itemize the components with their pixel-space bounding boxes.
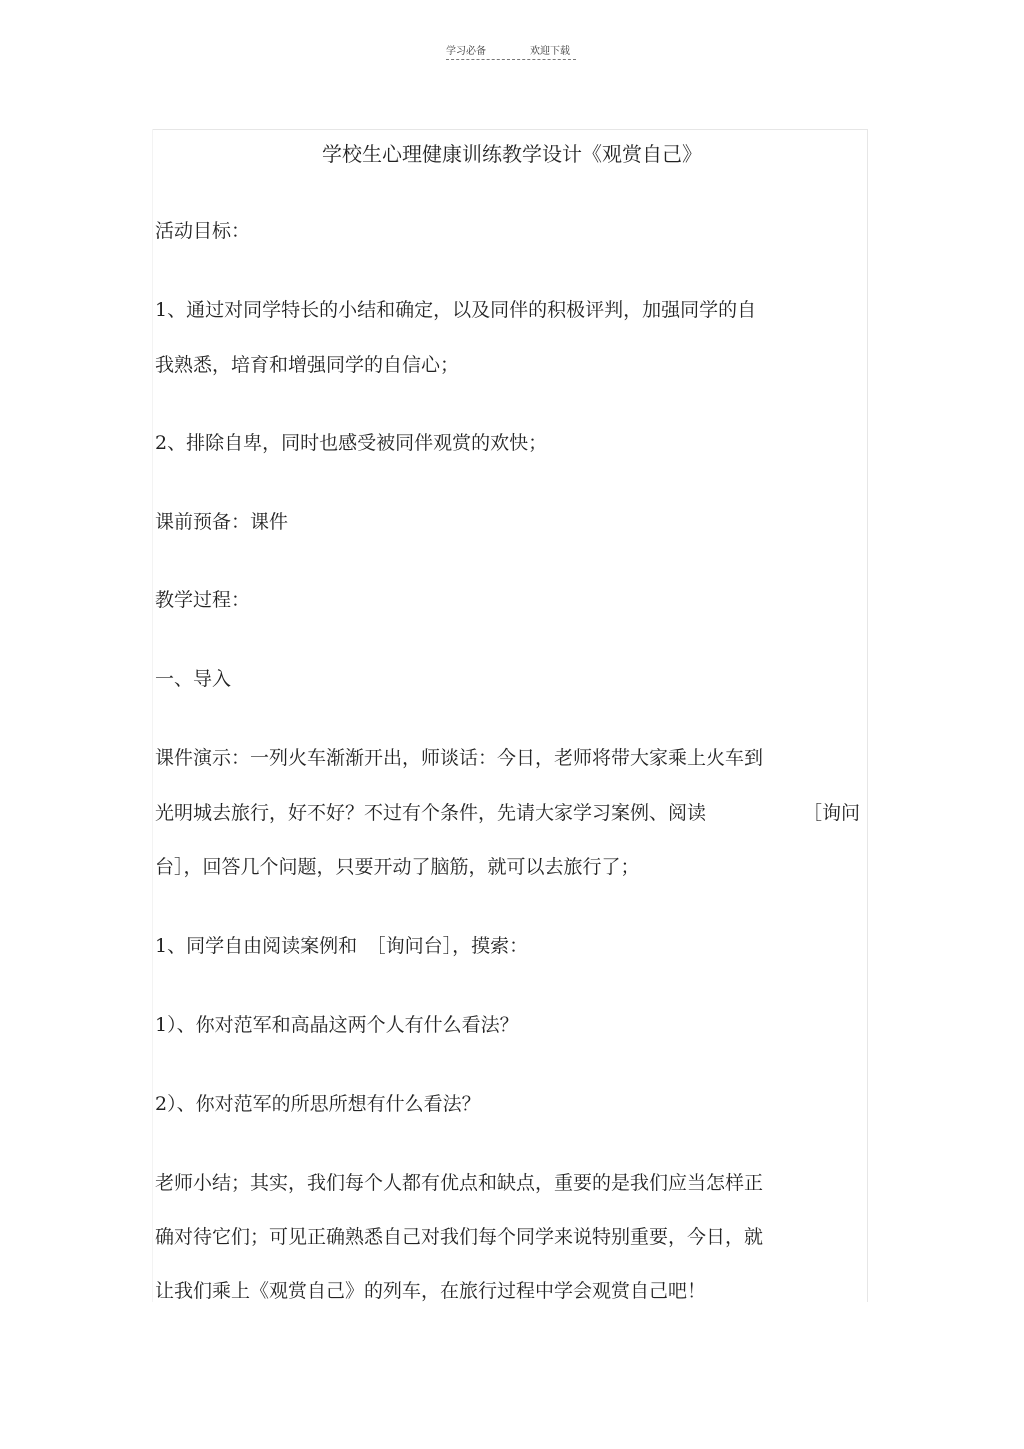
content-frame-right-border bbox=[867, 129, 868, 1302]
text-line: 2）、你对范军的所思所想有什么看法？ bbox=[155, 1093, 481, 1115]
text-line: 教学过程： bbox=[155, 589, 251, 611]
text-line: 我熟悉，培育和增强同学的自信心； bbox=[155, 354, 460, 376]
text-line: 1、通过对同学特长的小结和确定，以及同伴的积极评判，加强同学的自 bbox=[155, 299, 757, 321]
text-line: 1、同学自由阅读案例和 ［询问台］，摸索： bbox=[155, 935, 529, 957]
header-divider bbox=[446, 59, 576, 60]
header-left-text: 学习必备 bbox=[446, 46, 486, 57]
text-line: 1）、你对范军和高晶这两个人有什么看法？ bbox=[155, 1014, 519, 1036]
document-title: 学校生心理健康训练教学设计《观赏自己》 bbox=[322, 142, 702, 166]
text-line: 课件演示：一列火车渐渐开出，师谈话：今日，老师将带大家乘上火车到 bbox=[155, 747, 764, 769]
text-line: 确对待它们；可见正确熟悉自己对我们每个同学来说特别重要，今日，就 bbox=[155, 1226, 764, 1248]
text-line: 老师小结；其实，我们每个人都有优点和缺点，重要的是我们应当怎样正 bbox=[155, 1172, 764, 1194]
header-right-text: 欢迎下载 bbox=[530, 46, 570, 57]
content-frame-left-border bbox=[152, 129, 153, 1302]
text-line: 光明城去旅行，好不好？不过有个条件，先请大家学习案例、阅读 bbox=[155, 802, 707, 824]
content-frame-top-border bbox=[152, 129, 868, 130]
page-header bbox=[446, 42, 578, 62]
text-line: 2、排除自卑，同时也感受被同伴观赏的欢快； bbox=[155, 432, 548, 454]
text-line: 活动目标： bbox=[155, 220, 251, 242]
text-line: 课前预备：课件 bbox=[155, 511, 289, 533]
text-line-tail: ［询问 bbox=[803, 802, 861, 824]
text-line: 让我们乘上《观赏自己》的列车，在旅行过程中学会观赏自己吧！ bbox=[155, 1280, 707, 1302]
text-line: 台］，回答几个问题，只要开动了脑筋，就可以去旅行了； bbox=[155, 856, 640, 878]
text-line: 一、导入 bbox=[155, 668, 232, 690]
